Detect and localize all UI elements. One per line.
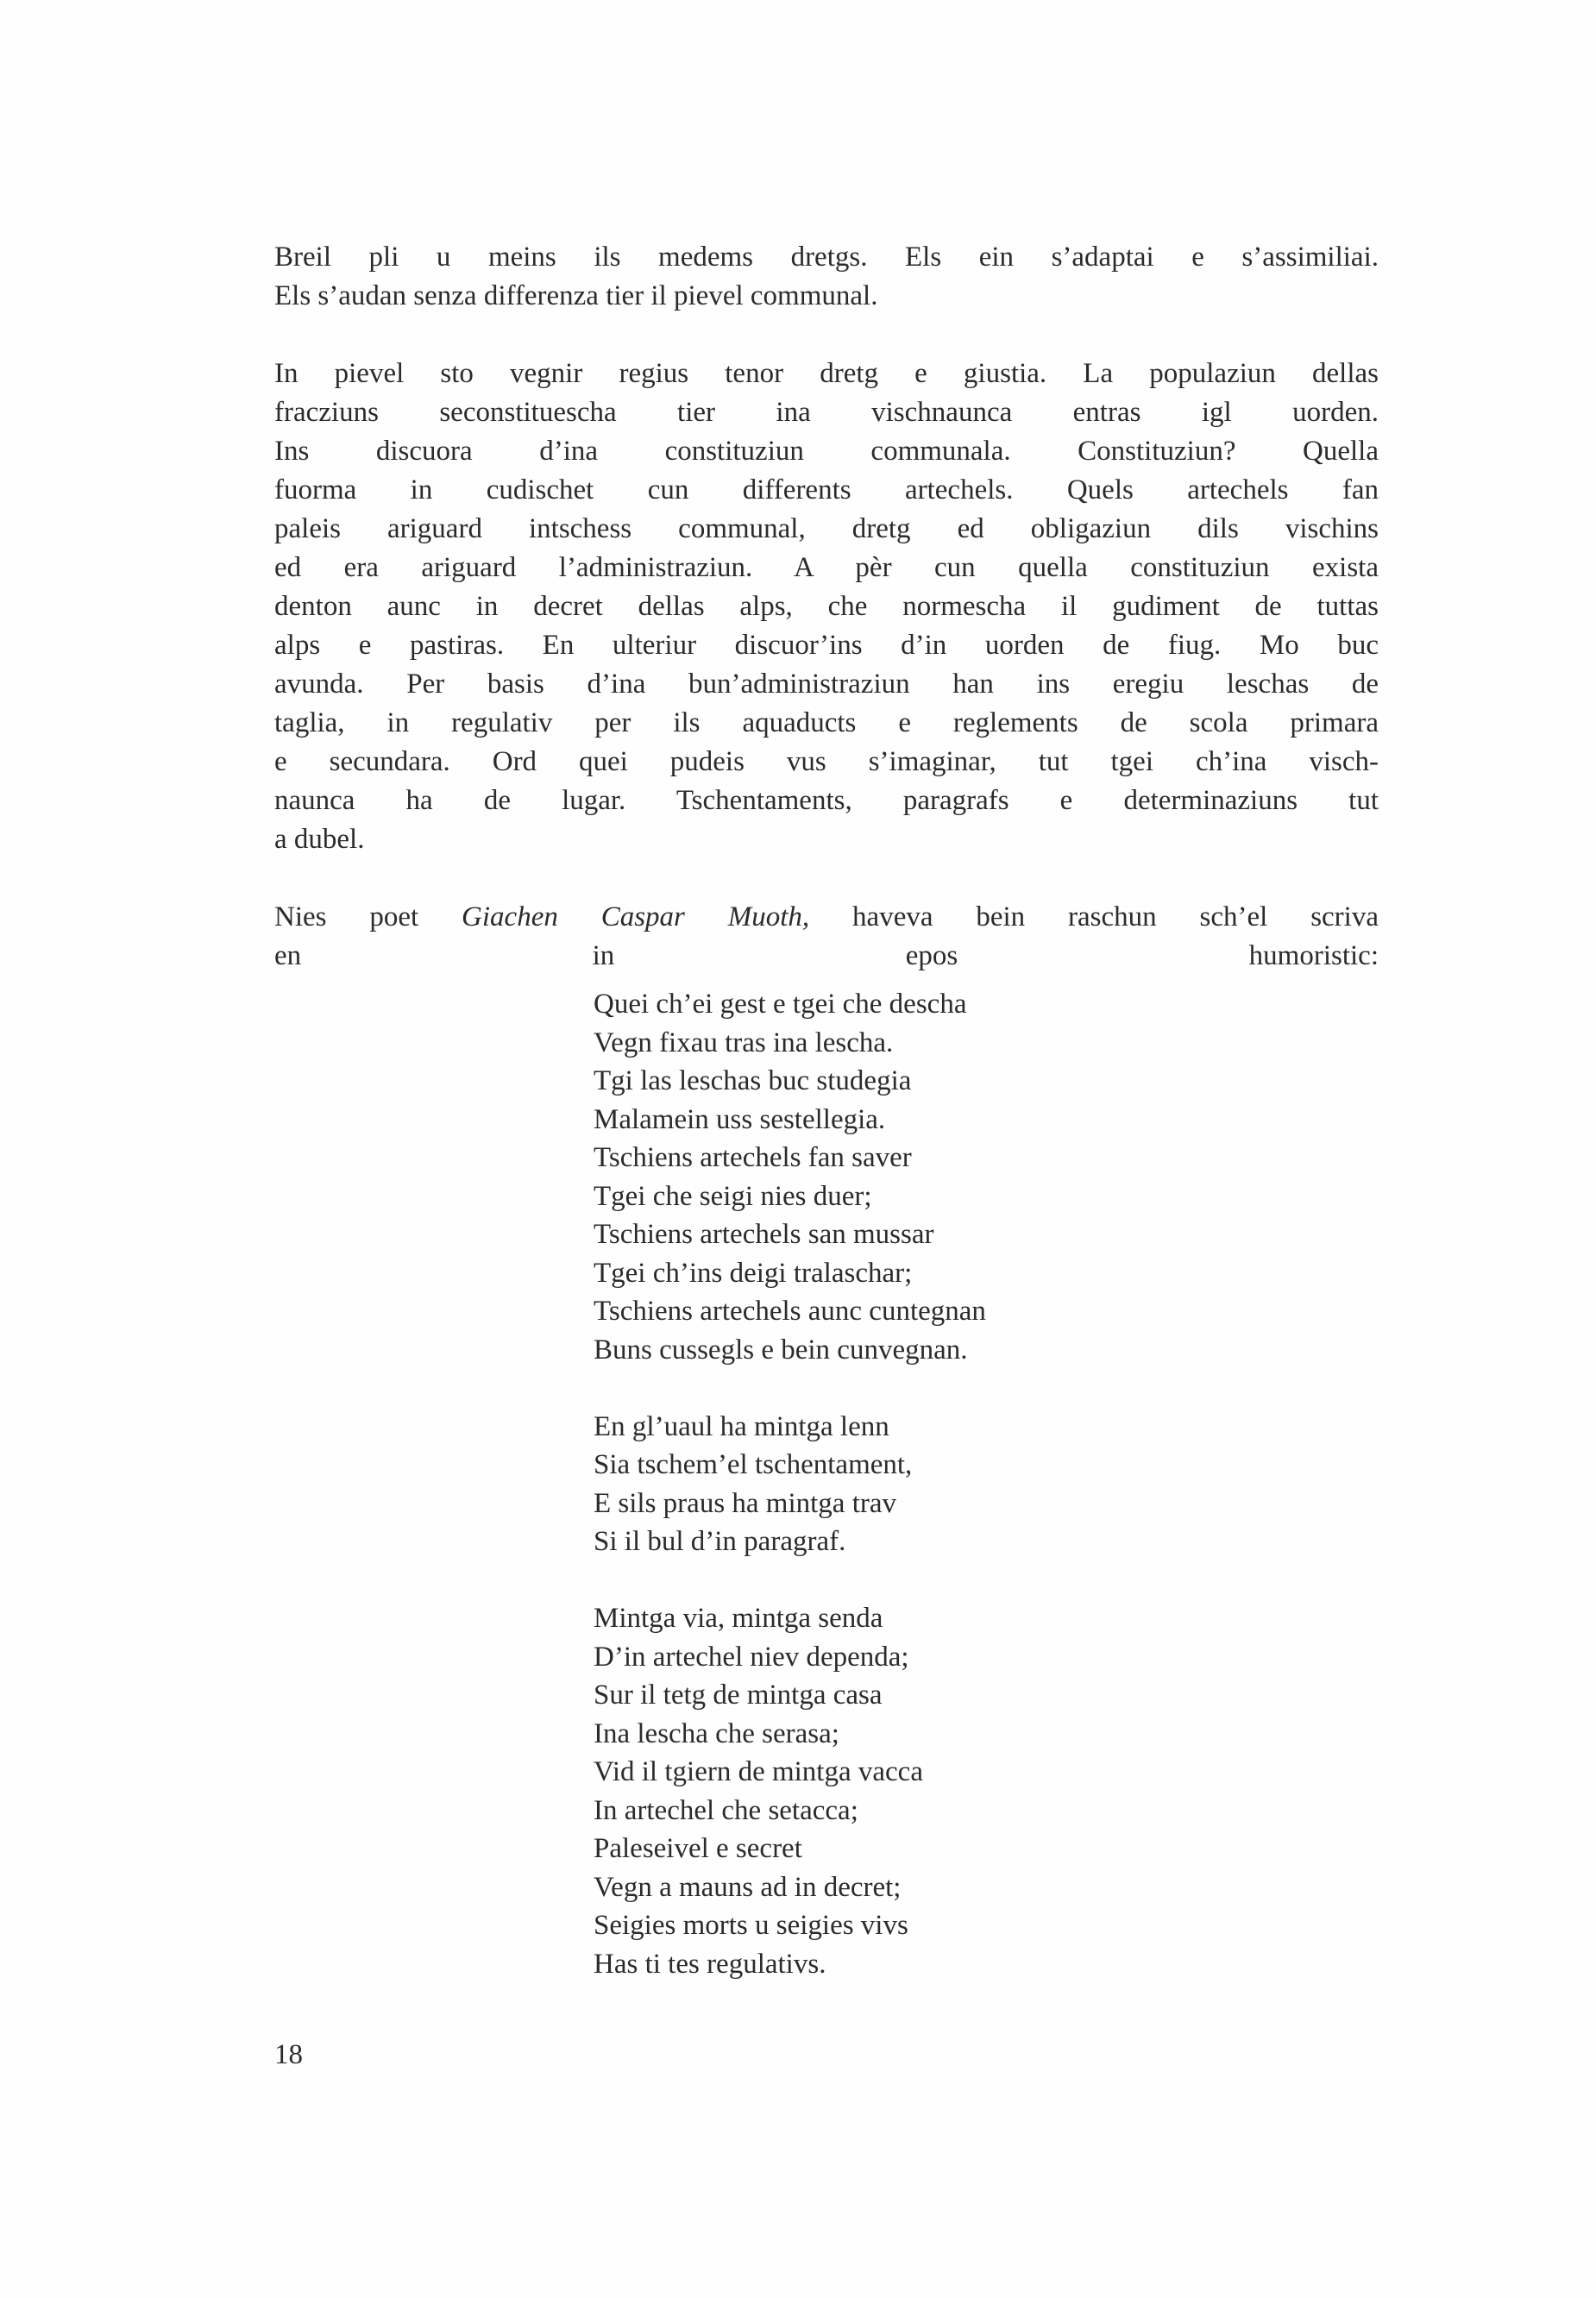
text-line: paleis ariguard intschess communal, dretg ed obligaziun dils vischins <box>274 513 1379 544</box>
poet-name: Giachen Caspar Muoth, <box>462 901 810 932</box>
poem-line: Buns cussegls e bein cunvegnan. <box>594 1334 968 1366</box>
text-line: e secundara. Ord quei pudeis vus s’imaginar, tut tgei ch’ina visch- <box>274 746 1379 777</box>
poem-line: In artechel che setacca; <box>594 1794 858 1826</box>
text-line: a dubel. <box>274 824 365 855</box>
text-line: naunca ha de lugar. Tschentaments, paragrafs e determinaziuns tut <box>274 785 1379 816</box>
poem-line: Has ti tes regulativs. <box>594 1948 826 1980</box>
poem-line: Tschiens artechels fan saver <box>594 1142 912 1173</box>
text-line: denton aunc in decret dellas alps, che normescha il gudiment de tuttas <box>274 591 1379 622</box>
paragraph-2 <box>274 355 1379 859</box>
poem-line: E sils praus ha mintga trav <box>594 1487 897 1519</box>
poem-introduction <box>274 898 1379 976</box>
text-line: In pievel sto vegnir regius tenor dretg e giustia. La populaziun dellas <box>274 358 1379 389</box>
text-line: Breil pli u meins ils medems dretgs. Els ein s’adaptai e s’assimiliai. <box>274 242 1379 273</box>
poem-line: Tschiens artechels san mussar <box>594 1219 934 1250</box>
poem-line: Seigies morts u seigies vivs <box>594 1910 908 1941</box>
poem-line: Vegn fixau tras ina lescha. <box>594 1027 894 1058</box>
poem-line: Vid il tgiern de mintga vacca <box>594 1756 923 1787</box>
intro-prefix: Nies poet <box>274 901 462 932</box>
intro-suffix: haveva bein raschun sch’el scriva <box>809 901 1379 932</box>
paragraph-1 <box>274 238 1379 316</box>
poem-line: En gl’uaul ha mintga lenn <box>594 1410 889 1442</box>
poem-line: D’in artechel niev dependa; <box>594 1641 909 1673</box>
poem-stanza-2 <box>594 1408 1370 1561</box>
poem-line: Tschiens artechels aunc cuntegnan <box>594 1296 986 1327</box>
poem-line: Quei ch’ei gest e tgei che descha <box>594 989 967 1020</box>
poem <box>594 985 1370 2022</box>
poem-line: Tgei che seigi nies duer; <box>594 1180 872 1212</box>
poem-line: Malamein uss sestellegia. <box>594 1103 886 1135</box>
poem-line: Tgei ch’ins deigi tralaschar; <box>594 1257 913 1289</box>
poem-line: Tgi las leschas buc studegia <box>594 1065 912 1096</box>
poem-stanza-3 <box>594 1599 1370 1983</box>
text-line: fuorma in cudischet cun differents artechels. Quels artechels fan <box>274 474 1379 505</box>
poem-line: Ina lescha che serasa; <box>594 1717 839 1749</box>
poem-line: Vegn a mauns ad in decret; <box>594 1871 902 1903</box>
poem-line: Mintga via, mintga senda <box>594 1603 883 1634</box>
text-line: Els s’audan senza differenza tier il pievel communal. <box>274 280 878 311</box>
text-line: fracziuns seconstituescha tier ina vischnaunca entras igl uorden. <box>274 397 1379 428</box>
body-text <box>274 238 1379 976</box>
poem-line: Sia tschem’el tschentament, <box>594 1449 913 1480</box>
poem-line: Si il bul d’in paragraf. <box>594 1526 846 1557</box>
text-line: Ins discuora d’ina constituziun communala. Constituziun? Quella <box>274 436 1379 467</box>
poem-line: Sur il tetg de mintga casa <box>594 1680 883 1711</box>
poem-stanza-1 <box>594 985 1370 1369</box>
poem-line: Paleseivel e secret <box>594 1833 802 1864</box>
page-number: 18 <box>274 2039 303 2070</box>
text-line: avunda. Per basis d’ina bun’administraziun han ins eregiu leschas de <box>274 669 1379 700</box>
text-line: alps e pastiras. En ulteriur discuor’ins d’in uorden de fiug. Mo buc <box>274 630 1379 661</box>
text-line: en in epos humoristic: <box>274 940 1379 971</box>
text-line: taglia, in regulativ per ils aquaducts e reglements de scola primara <box>274 707 1379 738</box>
text-line <box>274 898 1379 937</box>
text-line: ed era ariguard l’administraziun. A pèr cun quella constituziun exista <box>274 552 1379 583</box>
